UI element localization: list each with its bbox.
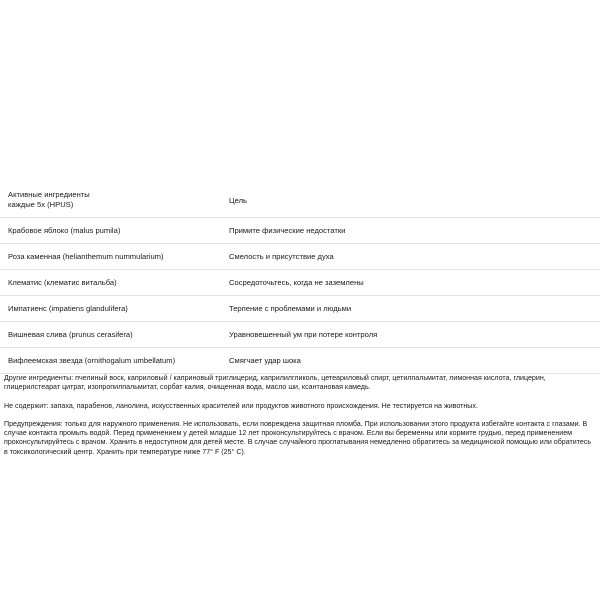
purpose-cell: Уравновешенный ум при потере контроля bbox=[229, 330, 378, 339]
does-not-contain-text: Не содержит: запаха, парабенов, ланолина, искусственных красителей или продуктов животного происхождения. Не тестируется на животных. bbox=[4, 401, 478, 410]
table-row bbox=[0, 218, 600, 244]
purpose-cell: Примите физические недостатки bbox=[229, 226, 346, 235]
ingredient-cell: Крабовое яблоко (malus pumila) bbox=[8, 226, 121, 235]
ingredients-table bbox=[0, 183, 600, 374]
product-notes bbox=[0, 374, 600, 466]
ingredient-cell: Клематис (клематис витальба) bbox=[8, 278, 117, 287]
purpose-cell: Сосредоточьтесь, когда не заземлены bbox=[229, 278, 364, 287]
header-ingredient: Активные ингредиенты каждые 5х (HPUS) bbox=[8, 190, 90, 209]
header-purpose: Цель bbox=[229, 195, 247, 205]
warnings-text: Предупреждения: только для наружного применения. Не использовать, если повреждена защитная пломба. При использовании этого продукта избегайте контакта с глазами. В случае контакта промыть водой. Перед применением у детей младше 12 лет проконсультируйтесь с врачом. Если вы беременны или кормите грудью, перед применением проконсультируйтесь с врачом. Хранить в недоступном для детей месте. В случае случайного проглатывания немедленно обратитесь за медицинской помощью или обратитесь в токсикологический центр. Хранить при температуре ниже 77° F (25° C). bbox=[4, 419, 592, 456]
table-row bbox=[0, 322, 600, 348]
ingredient-cell: Вифлеемская звезда (ornithogalum umbellatum) bbox=[8, 356, 176, 365]
table-row bbox=[0, 348, 600, 374]
table-row bbox=[0, 270, 600, 296]
purpose-cell: Смелость и присутствие духа bbox=[229, 252, 334, 261]
purpose-cell: Терпение с проблемами и людьми bbox=[229, 304, 352, 313]
table-row bbox=[0, 296, 600, 322]
ingredient-cell: Импатиенс (impatiens glandulifera) bbox=[8, 304, 128, 313]
ingredient-cell: Роза каменная (helianthemum nummularium) bbox=[8, 252, 164, 261]
table-row bbox=[0, 244, 600, 270]
ingredient-cell: Вишневая слива (prunus cerasifera) bbox=[8, 330, 133, 339]
purpose-cell: Смягчает удар шока bbox=[229, 356, 301, 365]
other-ingredients-text: Другие ингредиенты: пчелиный воск, каприловый / каприновый триглицерид, каприлилгликоль, цетеариловый спирт, цетилпальмитат, лимонная кислота, глицерин, глицерилстеарат цитрат, изопропилпальмитат, сорбат калия, очищенная вода, масло ши, ксантановая камедь. bbox=[4, 374, 546, 392]
table-header-row bbox=[0, 183, 600, 218]
